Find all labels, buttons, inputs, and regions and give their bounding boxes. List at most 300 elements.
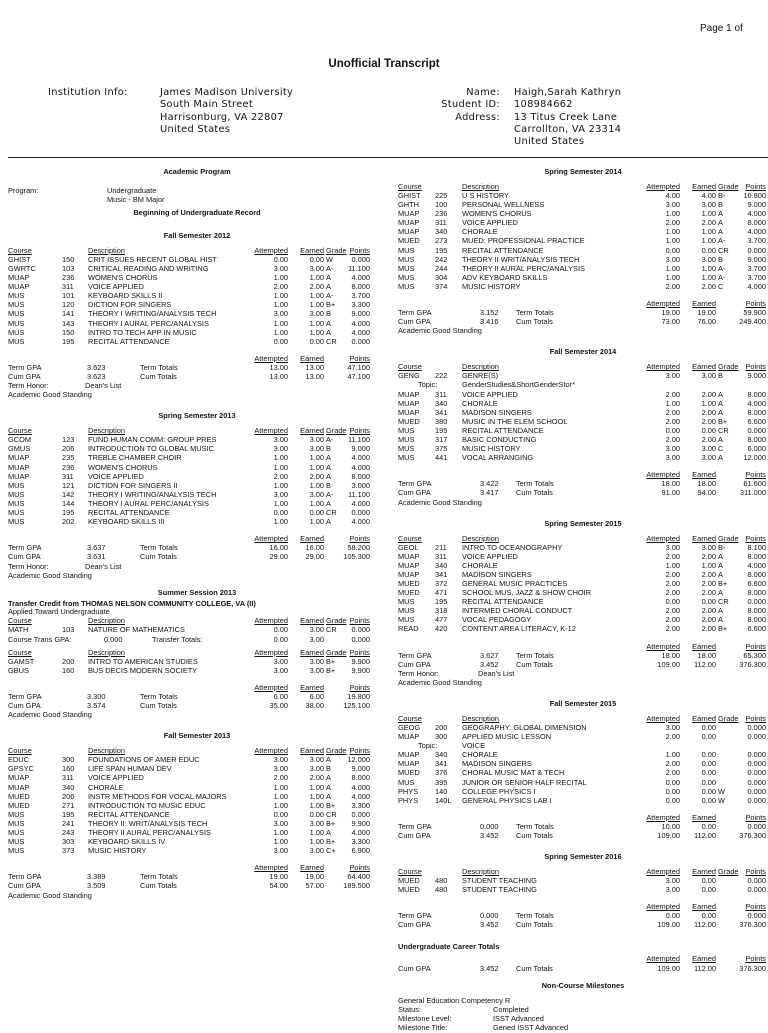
cum-totals-label: Cum Totals xyxy=(516,963,553,973)
course-description: RECITAL ATTENDANCE xyxy=(88,809,170,819)
course-subject: MUS xyxy=(398,453,415,463)
col-head-points: Points xyxy=(349,682,370,692)
course-description: STUDENT TEACHING xyxy=(462,876,537,886)
institution-line: United States xyxy=(160,123,231,135)
standing-row xyxy=(398,327,768,336)
course-earned: 3.00 xyxy=(701,200,716,210)
cum-totals-label: Cum Totals xyxy=(516,317,553,327)
course-number: 142 xyxy=(62,489,75,499)
course-earned: 0.00 xyxy=(701,759,716,769)
course-points: 4.000 xyxy=(351,827,370,837)
academic-standing: Academic Good Standing xyxy=(8,390,92,400)
course-grade: A- xyxy=(326,291,334,301)
course-grade: W xyxy=(326,254,333,264)
term-totals-label: Term Totals xyxy=(516,308,554,318)
course-attempted: 3.00 xyxy=(665,723,680,732)
course-attempted: 3.00 xyxy=(665,542,680,552)
col-head-attempted: Attempted xyxy=(646,713,680,723)
course-grade: B+ xyxy=(326,818,336,828)
course-grade: CR xyxy=(326,625,337,635)
course-points: 9.900 xyxy=(351,656,370,666)
course-points: 9.000 xyxy=(351,444,370,454)
course-subject: MUAP xyxy=(8,782,30,792)
spacer xyxy=(398,508,768,520)
col-head-grade: Grade xyxy=(326,426,347,436)
term-gpa-value: 3.389 xyxy=(87,872,106,882)
course-earned: 2.00 xyxy=(701,389,716,399)
course-number: 441 xyxy=(435,453,448,463)
course-earned: 2.00 xyxy=(701,551,716,561)
course-attempted: 1.00 xyxy=(273,462,288,472)
course-attempted: 0.00 xyxy=(665,777,680,787)
course-earned: 0.00 xyxy=(701,876,716,886)
course-points: 8.100 xyxy=(747,542,766,552)
cum-earned: 112.00 xyxy=(693,831,716,841)
course-subject: MUS xyxy=(8,809,25,819)
course-subject: MUED xyxy=(398,885,420,895)
institution-line: Harrisonburg, VA 22807 xyxy=(160,111,284,123)
course-points: 8.000 xyxy=(747,407,766,417)
course-description: RECITAL ATTENDANCE xyxy=(462,245,544,255)
course-grade: A xyxy=(326,327,331,337)
career-totals-row xyxy=(398,965,768,974)
student-name: Haigh,Sarah Kathryn xyxy=(514,87,622,98)
cum-totals-label: Cum Totals xyxy=(140,372,177,382)
term-totals-label: Term Totals xyxy=(516,911,554,921)
course-grade: CR xyxy=(326,508,337,518)
term-heading: Summer Session 2013 xyxy=(157,587,237,597)
term-heading: Fall Semester 2015 xyxy=(549,699,617,709)
course-grade: B- xyxy=(718,190,726,200)
course-description: CHORALE xyxy=(462,560,498,570)
applied-toward: Applied Toward Undergraduate xyxy=(8,607,110,617)
student-values xyxy=(514,87,621,148)
course-points: 3.300 xyxy=(351,837,370,847)
course-earned: 2.00 xyxy=(701,407,716,417)
course-number: 341 xyxy=(435,759,448,769)
left-terms xyxy=(8,232,386,581)
course-points: 4.000 xyxy=(351,318,370,328)
course-number: 471 xyxy=(435,588,448,598)
course-grade: C xyxy=(718,444,724,454)
cum-totals-label: Cum Totals xyxy=(516,920,553,930)
col-head-points: Points xyxy=(349,616,370,626)
address-line: United States xyxy=(514,136,585,148)
term-block xyxy=(398,348,768,519)
standing-row xyxy=(8,391,386,400)
milestone-value: Gened ISST Advanced xyxy=(493,1022,569,1032)
col-head-course: Course xyxy=(8,426,32,436)
course-description: GENERAL MUSIC PRACTICES xyxy=(462,579,568,588)
course-attempted: 2.00 xyxy=(665,281,680,291)
col-head-attempted: Attempted xyxy=(646,299,680,308)
col-head-points: Points xyxy=(349,746,370,756)
course-points: 3.700 xyxy=(747,236,766,246)
course-number: 225 xyxy=(435,190,448,200)
course-description: KEYBOARD SKILLS II xyxy=(88,291,163,301)
term-gpa-value: 3.623 xyxy=(87,362,106,372)
cum-totals-row xyxy=(398,921,768,930)
course-earned: 1.00 xyxy=(701,398,716,408)
course-points: 0.000 xyxy=(747,876,766,886)
course-points: 4.000 xyxy=(747,398,766,408)
col-head-points: Points xyxy=(349,245,370,255)
course-attempted: 1.00 xyxy=(665,263,680,273)
course-subject: GENG xyxy=(398,371,420,381)
course-subject: GPSYC xyxy=(8,764,34,774)
course-subject: MUAP xyxy=(398,560,420,570)
student-id-label: Student ID: xyxy=(441,99,500,111)
term-earned: 6.00 xyxy=(309,691,324,701)
course-earned: 3.00 xyxy=(309,818,324,828)
course-points: 6.600 xyxy=(747,579,766,588)
cum-gpa-label: Cum GPA xyxy=(8,372,41,382)
course-row xyxy=(8,518,386,527)
course-number: 195 xyxy=(435,597,448,607)
course-points: 6.600 xyxy=(747,416,766,426)
course-description: WOMEN'S CHORUS xyxy=(88,273,158,283)
cum-earned: 94.00 xyxy=(697,488,716,498)
col-head-points: Points xyxy=(745,299,766,308)
program-row xyxy=(8,187,386,196)
col-head-attempted: Attempted xyxy=(254,863,288,873)
course-grade: A xyxy=(718,389,723,399)
course-description: STUDENT TEACHING xyxy=(462,885,537,895)
course-attempted: 2.00 xyxy=(665,768,680,778)
course-subject: MUAP xyxy=(398,209,420,219)
term-totals-label: Term Totals xyxy=(140,872,178,882)
course-subject: MUS xyxy=(8,827,25,837)
term-gpa-value: 0.000 xyxy=(480,911,499,921)
course-description: BASIC CONDUCTING xyxy=(462,435,537,444)
course-number: 340 xyxy=(435,560,448,570)
course-number: 311 xyxy=(435,551,447,561)
col-head-grade: Grade xyxy=(718,533,739,543)
course-number: 304 xyxy=(435,272,448,282)
academic-standing: Academic Good Standing xyxy=(398,677,482,687)
course-description: CHORALE xyxy=(88,782,124,792)
course-points: 8.000 xyxy=(747,588,766,598)
course-earned: 0.00 xyxy=(701,795,716,805)
course-subject: MUAP xyxy=(398,389,420,399)
course-subject: GWRTC xyxy=(8,264,36,273)
institution-line: James Madison University xyxy=(160,87,294,98)
course-description: ADV KEYBOARD SKILLS xyxy=(462,272,548,282)
course-subject: PHYS xyxy=(398,795,419,805)
course-earned: 2.00 xyxy=(701,218,716,228)
course-number: 140 xyxy=(435,786,448,796)
course-subject: MUS xyxy=(398,425,415,435)
standing-row xyxy=(8,572,386,581)
course-grade: B+ xyxy=(718,579,728,588)
course-number: 195 xyxy=(62,508,75,518)
course-description: VOICE APPLIED xyxy=(462,551,518,561)
course-description: MUSIC IN THE ELEM SCHOOL xyxy=(462,416,568,426)
course-attempted: 1.00 xyxy=(273,827,288,837)
academic-program-heading: Academic Program xyxy=(163,167,231,176)
course-subject: MUS xyxy=(398,272,415,282)
topic-value: GenderStudies&ShortGenderStor* xyxy=(462,380,575,390)
course-description: CONTENT AREA LITERACY, K-12 xyxy=(462,624,576,634)
course-attempted: 2.00 xyxy=(665,732,680,742)
course-earned: 1.00 xyxy=(701,263,716,273)
cum-points: 249.400 xyxy=(739,317,766,327)
course-description: RECITAL ATTENDANCE xyxy=(88,336,170,346)
course-number: 211 xyxy=(435,542,447,552)
col-head-attempted: Attempted xyxy=(646,867,680,876)
term-points: 61.600 xyxy=(743,479,766,489)
term-points: 58.200 xyxy=(347,543,370,553)
course-earned: 1.00 xyxy=(309,327,324,337)
course-subject: MUS xyxy=(398,263,415,273)
course-grade: A xyxy=(326,471,331,481)
course-number: 374 xyxy=(435,281,448,291)
course-attempted: 1.00 xyxy=(273,291,288,301)
term-earned: 18.00 xyxy=(697,479,716,489)
course-earned: 2.00 xyxy=(309,471,324,481)
course-description: NATURE OF MATHEMATICS xyxy=(88,625,185,635)
col-head-course: Course xyxy=(398,867,422,876)
col-head-description: Description xyxy=(88,426,125,436)
course-grade: A xyxy=(326,462,331,472)
course-description: JUNIOR OR SENIOR HALF RECITAL xyxy=(462,777,587,787)
col-head-points: Points xyxy=(349,647,370,657)
cum-gpa-label: Cum GPA xyxy=(8,552,41,562)
col-head-description: Description xyxy=(462,713,499,723)
course-subject: MUS xyxy=(8,508,25,518)
course-description: RECITAL ATTENDANCE xyxy=(462,425,544,435)
cum-earned: 29.00 xyxy=(305,552,324,562)
term-heading: Spring Semester 2016 xyxy=(544,852,622,862)
course-description: COLLEGE PHYSICS I xyxy=(462,786,536,796)
milestone-heading: Non-Course Milestones xyxy=(541,980,625,990)
course-grade: A xyxy=(718,588,723,598)
course-attempted: 1.00 xyxy=(665,398,680,408)
term-honor-label: Term Honor: xyxy=(398,668,439,678)
term-block xyxy=(398,700,768,853)
course-number: 195 xyxy=(62,809,75,819)
course-subject: MUS xyxy=(398,777,415,787)
cum-attempted: 109.00 xyxy=(657,920,680,930)
course-grade: A xyxy=(326,273,331,283)
cum-gpa-label: Cum GPA xyxy=(398,920,431,930)
course-grade: C+ xyxy=(326,846,336,856)
course-description: INTRODUCTION TO GLOBAL MUSIC xyxy=(88,444,214,454)
course-points: 9.000 xyxy=(747,200,766,210)
course-earned: 3.00 xyxy=(701,453,716,463)
col-head-grade: Grade xyxy=(326,746,347,756)
course-points: 9.000 xyxy=(351,309,370,319)
col-head-grade: Grade xyxy=(718,867,739,876)
col-head-grade: Grade xyxy=(718,713,739,723)
course-attempted: 1.00 xyxy=(273,273,288,283)
course-description: THEORY II AURAL PERC/ANALYSIS xyxy=(88,827,211,837)
term-gpa-label: Term GPA xyxy=(398,650,432,660)
col-head-earned: Earned xyxy=(300,746,324,756)
course-subject: MUS xyxy=(398,254,415,264)
course-subject: GHTH xyxy=(398,200,419,210)
course-number: 311 xyxy=(435,218,447,228)
course-earned: 1.00 xyxy=(309,273,324,283)
course-attempted: 2.00 xyxy=(273,773,288,783)
course-earned: 0.00 xyxy=(701,597,716,607)
course-points: 8.000 xyxy=(747,389,766,399)
course-description: DICTION FOR SINGERS xyxy=(88,300,172,310)
standing-row xyxy=(8,892,386,901)
course-number: 241 xyxy=(62,818,75,828)
program-value: Undergraduate xyxy=(107,185,157,195)
course-number: 150 xyxy=(62,254,75,264)
course-attempted: 3.00 xyxy=(665,371,680,381)
course-description: MADISON SINGERS xyxy=(462,759,532,769)
course-subject: MUS xyxy=(8,498,25,508)
course-subject: MUS xyxy=(8,336,25,346)
cum-points: 47.100 xyxy=(347,372,370,382)
course-attempted: 1.00 xyxy=(273,480,288,490)
col-head-course: Course xyxy=(8,647,32,657)
col-head-attempted: Attempted xyxy=(254,353,288,363)
course-earned: 3.00 xyxy=(309,665,324,675)
course-earned: 1.00 xyxy=(309,300,324,310)
term-honor-label: Term Honor: xyxy=(8,561,49,571)
course-description: TREBLE CHAMBER CHOIR xyxy=(88,453,182,463)
course-description: GENRE(S) xyxy=(462,371,499,381)
course-points: 4.000 xyxy=(351,273,370,283)
course-description: PERSONAL WELLNESS xyxy=(462,200,545,210)
course-points: 0.000 xyxy=(747,759,766,769)
course-number: 480 xyxy=(435,885,448,895)
col-head-grade: Grade xyxy=(718,362,739,372)
course-description: BUS DECIS MODERN SOCIETY xyxy=(88,665,198,675)
course-earned: 0.00 xyxy=(309,809,324,819)
course-points: 4.000 xyxy=(351,498,370,508)
course-grade: A xyxy=(326,282,331,292)
course-subject: GCOM xyxy=(8,435,31,445)
col-head-earned: Earned xyxy=(692,867,716,876)
course-grade: A xyxy=(326,791,331,801)
page-number: Page 1 of xyxy=(700,23,743,34)
course-number: 271 xyxy=(62,800,75,810)
course-grade: A xyxy=(718,398,723,408)
course-attempted: 2.00 xyxy=(665,551,680,561)
course-description: CHORAL MUSIC MAT & TECH xyxy=(462,768,565,778)
course-subject: GMUS xyxy=(8,444,31,454)
course-grade: B+ xyxy=(326,800,336,810)
course-grade: A xyxy=(326,782,331,792)
standing-row xyxy=(398,679,768,688)
course-number: 318 xyxy=(435,606,448,616)
course-grade: A- xyxy=(326,264,334,273)
term-gpa-value: 3.422 xyxy=(480,479,499,489)
course-number: 340 xyxy=(435,750,448,760)
plan-value: Music - BM Major xyxy=(107,194,165,204)
course-attempted: 3.00 xyxy=(273,665,288,675)
course-attempted: 1.00 xyxy=(273,318,288,328)
course-grade: B+ xyxy=(326,837,336,847)
course-number: 341 xyxy=(435,407,448,417)
course-subject: MUAP xyxy=(398,551,420,561)
term-earned: 16.00 xyxy=(305,543,324,553)
right-column xyxy=(398,168,768,1033)
col-head-description: Description xyxy=(462,181,499,191)
cum-earned: 112.00 xyxy=(693,659,716,669)
course-description: CRITICAL READING AND WRITING xyxy=(88,264,209,273)
col-head-earned: Earned xyxy=(692,902,716,912)
course-grade: A xyxy=(326,755,331,765)
spacer xyxy=(8,347,386,355)
course-grade: CR xyxy=(326,809,337,819)
trans-gpa-label: Course Trans GPA: xyxy=(8,634,72,644)
col-head-course: Course xyxy=(8,245,32,255)
course-points: 8.000 xyxy=(747,569,766,579)
course-number: 103 xyxy=(62,625,75,635)
course-grade: B xyxy=(326,764,331,774)
milestone-label: Status: xyxy=(398,1004,422,1014)
term-gpa-value: 3.152 xyxy=(480,308,499,318)
term-totals-label: Term Totals xyxy=(140,362,178,372)
course-description: MUSIC HISTORY xyxy=(462,281,521,291)
term-gpa-value: 3.300 xyxy=(87,691,106,701)
term-attempted: 13.00 xyxy=(269,362,288,372)
summer-session xyxy=(8,589,386,721)
course-grade: CR xyxy=(326,336,337,346)
col-head-attempted: Attempted xyxy=(254,746,288,756)
page-title: Unofficial Transcript xyxy=(328,58,440,70)
course-grade: A xyxy=(718,453,723,463)
course-points: 9.900 xyxy=(351,665,370,675)
spacer xyxy=(8,527,386,535)
course-attempted: 2.00 xyxy=(665,407,680,417)
course-number: 160 xyxy=(62,665,75,675)
col-head-points: Points xyxy=(745,902,766,912)
course-attempted: 1.00 xyxy=(665,209,680,219)
term-gpa-label: Term GPA xyxy=(8,543,42,553)
topic-label: Topic: xyxy=(418,741,438,751)
course-attempted: 1.00 xyxy=(665,750,680,760)
cum-gpa-label: Cum GPA xyxy=(398,488,431,498)
course-description: APPLIED MUSIC LESSON xyxy=(462,732,552,742)
course-attempted: 3.00 xyxy=(273,656,288,666)
course-earned: 2.00 xyxy=(701,588,716,598)
term-totals-row xyxy=(8,544,386,553)
course-points: 4.000 xyxy=(351,327,370,337)
course-description: INTRODUCTION TO MUSIC EDUC xyxy=(88,800,206,810)
course-points: 3.300 xyxy=(351,800,370,810)
cum-attempted: 29.00 xyxy=(269,552,288,562)
col-head-attempted: Attempted xyxy=(254,616,288,626)
course-grade: A xyxy=(326,827,331,837)
course-subject: MUS xyxy=(398,245,415,255)
course-number: 140L xyxy=(435,795,452,805)
cum-points: 125.100 xyxy=(343,701,370,711)
course-attempted: 3.00 xyxy=(273,764,288,774)
course-points: 8.000 xyxy=(351,282,370,292)
course-points: 0.000 xyxy=(747,768,766,778)
course-grade: A xyxy=(326,773,331,783)
course-number: 300 xyxy=(62,755,75,765)
course-earned: 2.00 xyxy=(309,773,324,783)
career-totals xyxy=(398,943,768,974)
col-head-attempted: Attempted xyxy=(646,641,680,651)
course-grade: B+ xyxy=(326,665,336,675)
course-subject: MUED xyxy=(398,588,420,598)
course-grade: CR xyxy=(718,597,729,607)
totals-header xyxy=(8,535,386,544)
course-points: 0.000 xyxy=(351,254,370,264)
cum-points: 189.500 xyxy=(343,881,370,891)
course-description: MADISON SINGERS xyxy=(462,407,532,417)
course-description: RECITAL ATTENDANCE xyxy=(462,597,544,607)
